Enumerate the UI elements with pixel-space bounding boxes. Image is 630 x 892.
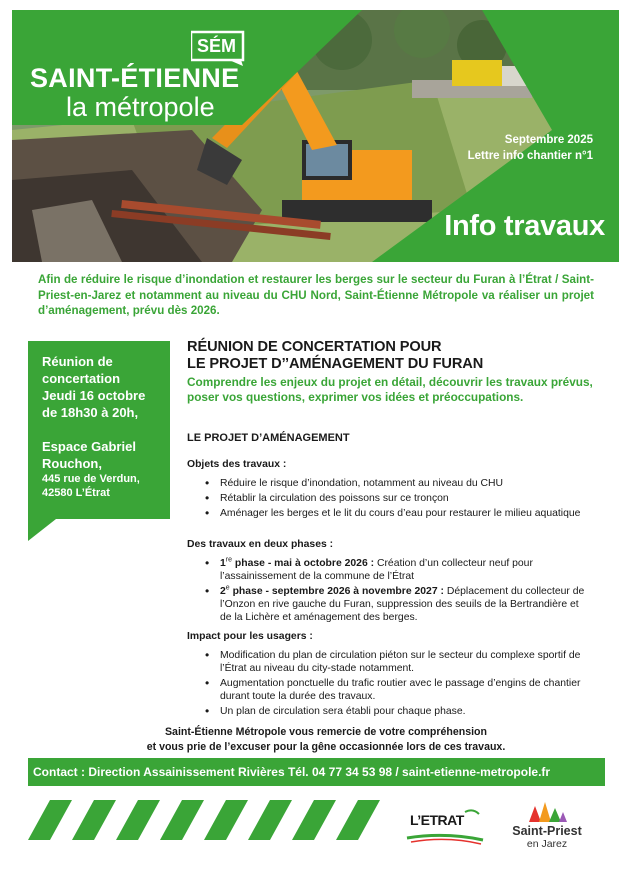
list-item: • Aménager les berges et le lit du cours d’eau pour restaurer le milieu aquatique [205, 507, 592, 520]
impact-block [187, 630, 592, 720]
hazard-stripes [28, 800, 382, 840]
meeting-line-2: concertation [42, 371, 121, 386]
main-title-line-1: RÉUNION DE CONCERTATION POUR [187, 339, 442, 355]
phase-2-text: Déplacement du collecteur de l’Onzon en rive gauche du Furan, suppression des seuils de la Bertrandière et de la Lichère et aménagement des berges. [220, 586, 585, 623]
phases-heading: Des travaux en deux phases : [187, 539, 334, 550]
main-subtitle: Comprendre les enjeux du projet en détail, découvrir les travaux prévus, poser vos questions, exprimer vos idées et préoccupations. [187, 375, 593, 404]
edition-info [468, 132, 593, 164]
brand-line-1: SAINT-ÉTIENNE [30, 63, 240, 93]
phases-block [187, 538, 592, 626]
objectives-list [187, 477, 592, 520]
meeting-line-1: Réunion de [42, 354, 113, 369]
phase-1-number: 1 [220, 558, 226, 569]
brand-logo [30, 64, 239, 122]
list-item [205, 557, 592, 583]
meeting-details [42, 353, 160, 421]
brand-line-2: la métropole [66, 92, 215, 122]
meeting-time: de 18h30 à 20h, [42, 405, 139, 420]
phase-2-label: phase - septembre 2026 à novembre 2027 : [229, 586, 444, 597]
list-item: • Rétablir la circulation des poissons sur ce tronçon [205, 492, 592, 505]
thanks-line-1: Saint-Étienne Métropole vous remercie de votre compréhension [164, 726, 487, 738]
phase-1-label: phase - mai à octobre 2026 : [232, 558, 375, 569]
address-line-2: 42580 L’Étrat [42, 487, 110, 499]
meeting-date: Jeudi 16 octobre [42, 388, 146, 403]
saint-priest-subname: en Jarez [526, 838, 568, 850]
venue-line-2: Rouchon, [42, 456, 102, 471]
page-title: Info travaux [444, 210, 605, 242]
saint-priest-emblem-icon [505, 800, 589, 824]
phase-1-text: Création d’un collecteur neuf pour l’assainissement de la commune de l’Étrat [220, 558, 533, 582]
venue-line-1: Espace Gabriel [42, 439, 136, 454]
impact-heading: Impact pour les usagers : [187, 631, 313, 642]
objectives-block [187, 458, 592, 522]
contact-bar: Contact : Direction Assainissement Rivières Tél. 04 77 34 53 98 / saint-etienne-metropole.fr [28, 758, 605, 786]
edition-issue: Lettre info chantier n°1 [467, 150, 593, 162]
sem-badge-label: SÉM [197, 36, 237, 56]
list-item: • Réduire le risque d’inondation, notamment au niveau du CHU [205, 477, 592, 490]
phases-list [187, 557, 592, 624]
impact-list [187, 649, 592, 718]
etrat-logo: L’ETRAT [410, 812, 464, 828]
meeting-venue [42, 438, 160, 500]
meeting-info-box [28, 341, 170, 519]
sem-badge [191, 30, 251, 66]
section-title: LE PROJET D’AMÉNAGEMENT [187, 432, 350, 444]
saint-priest-logo [505, 800, 589, 856]
list-item [205, 585, 592, 624]
edition-date: Septembre 2025 [504, 134, 593, 146]
list-item: • Un plan de circulation sera établi pour chaque phase. [205, 705, 592, 718]
list-item: • Augmentation ponctuelle du trafic routier avec le passage d’engins de chantier durant toute la durée des travaux. [205, 677, 592, 703]
header-banner [12, 10, 619, 262]
intro-paragraph: Afin de réduire le risque d’inondation et restaurer les berges sur le secteur du Furan à l’Étrat / Saint-Priest-en-Jarez et notamment au niveau du CHU Nord, Saint-Étienne Métropole va réaliser un projet d’aménagement, prévu dès 2026. [38, 273, 594, 318]
thanks-message [96, 725, 556, 755]
phase-2-suffix: e [225, 584, 230, 592]
saint-priest-name: Saint-Priest [512, 824, 582, 838]
phase-1-suffix: re [225, 556, 233, 564]
list-item: • Modification du plan de circulation piéton sur le secteur du complexe sportif de l’Étrat au niveau du city-stade notamment. [205, 649, 592, 675]
main-title-line-2: LE PROJET D’’AMÉNAGEMENT DU FURAN [187, 356, 484, 372]
address-line-1: 445 rue de Verdun, [42, 473, 140, 485]
phase-2-number: 2 [220, 586, 226, 597]
main-heading [187, 339, 607, 405]
objectives-heading: Objets des travaux : [187, 459, 287, 470]
thanks-line-2: et vous prie de l’excuser pour la gêne occasionnée lors de ces travaux. [146, 741, 506, 753]
